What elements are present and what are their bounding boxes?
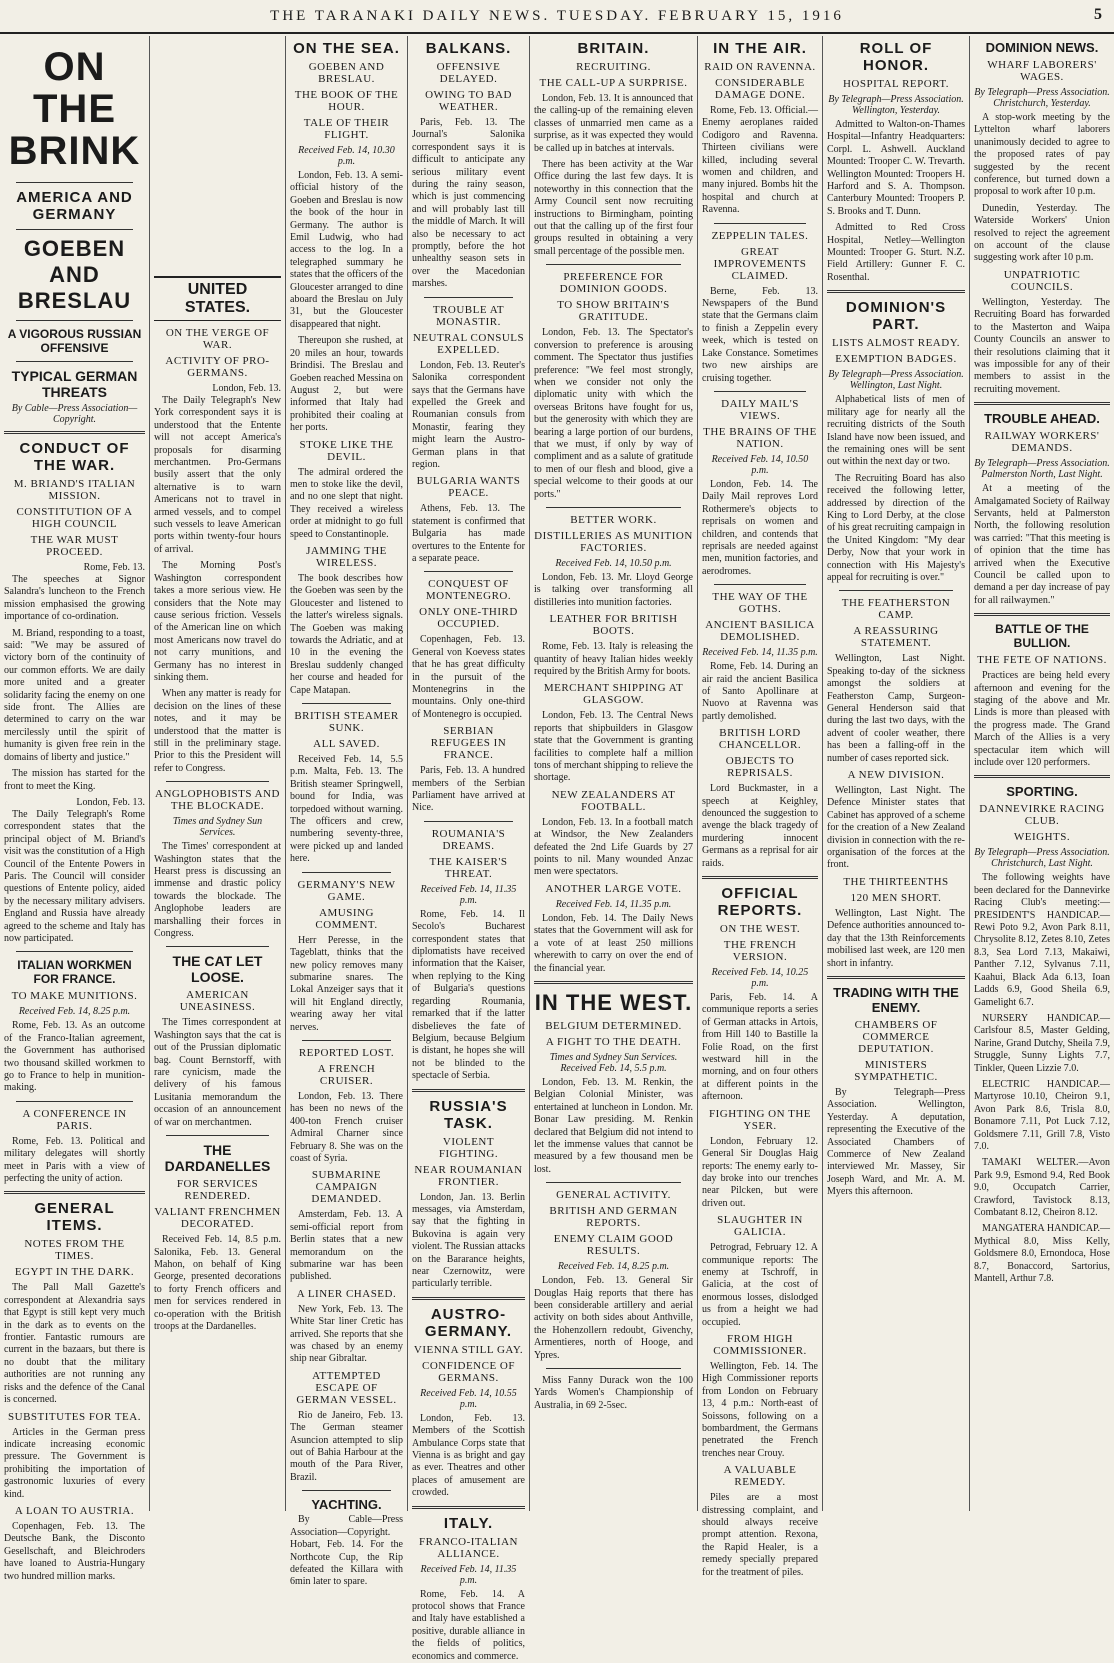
subhead: GREAT IMPROVEMENTS CLAIMED. [713,245,807,282]
section-in-the-air: IN THE AIR. [713,40,807,57]
article-paragraph: Piles are a most distressing complaint, and should always receive prompt attention. Rexona, the Rapid Healer, is a remedy specially prepared for the treatment of piles. [702,1492,818,1578]
subhead: TO MAKE MUNITIONS. [11,990,138,1003]
article-paragraph: Amsterdam, Feb. 13. A semi-official report from Berlin states that a new memorandum on the submarine war has been published. [290,1209,403,1283]
received-line: Times and Sydney Sun Services. Received Feb. 14, 5.5 p.m. [549,1051,678,1074]
subhead: EXEMPTION BADGES. [835,353,957,366]
subhead: NOTES FROM THE TIMES. [24,1238,125,1263]
article-paragraph: London, Feb. 13. M. Renkin, the Belgian Colonial Minister, was entertained at luncheon in London. Mr. Bonar Law presiding. M. Renkin declared that Belgium did not intend to let the immense values that cannot be measured by a few thousand men be lost. [534,1076,693,1175]
column-7 [823,36,970,1511]
article-paragraph: London, Feb. 13. Members of the Scottish Ambulance Corps state that Vienna is as bright and gay as ever. Theatres and other places of amusement are crowded. [412,1412,525,1499]
subhead: DISTILLERIES AS MUNITION FACTORIES. [534,529,693,554]
subhead: ANOTHER LARGE VOTE. [545,882,682,895]
article-paragraph: Copenhagen, Feb. 13. The Deutsche Bank, the Disconto Gesellschaft, and Bleichroders have loaned to Austria-Hungary two hundred million marks. [4,1520,145,1582]
column-5 [530,36,698,1511]
article-paragraph: Wellington, Feb. 14. The High Commissioner reports from London on February 13, 4 p.m.: North-east of Soissons, following on a bombardment, the Germans penetrated the French trenches near Crouy. [702,1360,818,1459]
subhead: BRITISH STEAMER SUNK. [294,710,399,735]
section-balkans: BALKANS. [425,40,512,57]
article-paragraph: Rio de Janeiro, Feb. 13. The German steamer Asuncion attempted to slip out of Bahia Harbour at the mouth of the Para River, Brazil. [290,1409,403,1483]
column-2 [150,36,286,1511]
subhead: MINISTERS SYMPATHETIC. [854,1058,938,1083]
section-battle-of-bullion: BATTLE OF THE BULLION. [995,622,1089,651]
received-line: By Telegraph—Press Association. Wellington, Last Night. [828,369,964,392]
article-paragraph: The speeches at Signor Salandra's luncheon to the French mission emphasised the growing importance of co-ordination. [4,574,145,623]
section-dominion-news: DOMINION NEWS. [985,40,1099,55]
article-paragraph: MANGATERA HANDICAP.—Mythical 8.0, Miss Kelly, Goldsmere 8.0, Ernondoca, Hose 8.7, Bonaccord, Sartorius, Mantell, Arthur 7.8. [974,1223,1110,1285]
subhead: FROM HIGH COMMISSIONER. [713,1332,807,1357]
subhead: HOSPITAL REPORT. [842,78,950,90]
subhead: NEW ZEALANDERS AT FOOTBALL. [551,788,676,813]
subhead: ENEMY CLAIM GOOD RESULTS. [553,1233,674,1258]
article-paragraph: Received Feb. 14, 8.5 p.m. Salonika, Feb. 13. General Mahon, on behalf of King George, presented decorations to forty French officers and men for services rendered in co-operation with the British troops at the Dardanelles. [154,1234,281,1332]
subhead: WHARF LABORERS' WAGES. [987,59,1097,83]
subhead: VIENNA STILL GAY. [413,1343,524,1356]
headline-america-germany: AMERICA AND GERMANY [16,189,133,223]
subhead: 120 MEN SHORT. [850,891,942,904]
article-paragraph: Rome, Feb. 14. During an air raid the ancient Basilica of Santo Apollinare at Nuovo at Ravenna was partly demolished. [702,661,818,722]
page-number: 5 [1094,6,1102,23]
subhead: ZEPPELIN TALES. [711,229,809,242]
article-paragraph: At a meeting of the Amalgamated Society of Railway Servants, held at Palmerston North, the following resolution was carried: "That this meeting is of opinion that the time has arrived when the Executive Council be called upon to demand a per day increase of pay for all railwaymen." [974,483,1110,606]
subhead: BETTER WORK. [570,513,657,526]
article-paragraph: London, Jan. 13. Berlin messages, via Amsterdam, say that the fighting in Bukovina is again very violent. The Russian attacks on the Bararance heights, near Czernowitz, were particularly terrible. [412,1191,525,1290]
subhead: ON THE WEST. [719,923,801,936]
article-paragraph: Copenhagen, Feb. 13. General von Koevess states that he has great difficulty in the pursuit of the Montenegrins in the mountains. Only one-third of Montenegro is occupied. [412,634,525,720]
subhead: THE FRENCH VERSION. [723,939,797,964]
subhead: SUBMARINE CAMPAIGN DEMANDED. [311,1169,382,1206]
received-line: By Telegraph—Press Association. Palmerston North, Last Night. [974,458,1110,481]
section-dominions-part: DOMINION'S PART. [845,299,947,334]
subhead: A NEW DIVISION. [847,769,945,782]
article-paragraph: Lord Buckmaster, in a speech at Keighley, denounced the suggestion to avenge the black tragedy of murdering innocent Germans as a reprisal for air raids. [702,783,818,869]
subhead: TALE OF THEIR FLIGHT. [303,117,390,141]
subhead: ON THE VERGE OF WAR. [165,327,270,351]
article-paragraph: Rome, Feb. 13. Italy is releasing the quantity of heavy Italian hides weekly required by the British Army for boots. [534,641,693,677]
subhead: CONFIDENCE OF GERMANS. [422,1359,515,1384]
article-paragraph: NURSERY HANDICAP.—Carlsfour 8.5, Master Gelding, Narine, Grand Dutchy, Sheila 7.9, Struggle, Sunny Lights 7.7, Tinkler, Queen Lizzie 7.0. [974,1012,1110,1074]
subhead: CONQUEST OF MONTENEGRO. [425,578,512,603]
byline: By Cable—Press Association—Copyright. [11,403,138,425]
subhead: THE KAISER'S THREAT. [429,855,508,880]
subhead: DANNEVIRKE RACING CLUB. [979,803,1105,828]
article-paragraph: The Times' correspondent at Washington states that the Hearst press is discussing an immense and drastic policy towards the blockade. The Anglophobe leaders are marshalling their forces in Congress. [154,841,281,940]
article-paragraph: London, Feb. 13. Reuter's Salonika correspondent says that the Germans have expelled the Greek and Roumanian consuls from Monastir, fearing they might learn the Austro-German plans in that region. [412,359,525,470]
subhead: THE BRAINS OF THE NATION. [703,425,817,450]
section-general-items: GENERAL ITEMS. [34,1200,115,1235]
article-paragraph: The admiral ordered the men to stoke like the devil, and no one slept that night. They received a wireless order at midnight to go full speed to Constantinople. [290,466,403,540]
subhead: MERCHANT SHIPPING AT GLASGOW. [543,682,684,707]
section-in-the-west: IN THE WEST. [534,989,693,1015]
received-line: Received Feb. 14, 10.25 p.m. [711,967,809,990]
article-paragraph: Alphabetical lists of men of military age for nearly all the recruiting districts of the South Island have now been issued, and the remaining ones will be sent out within the next day or two. [827,394,965,468]
article-paragraph: London, Feb. 13. There has been no news of the 400-ton French cruiser Admiral Charner since February 8. She was on the coast of Syria. [290,1090,403,1164]
subhead: THE CALL-UP A SURPRISE. [539,77,688,89]
article-paragraph: Herr Peresse, in the Tageblatt, thinks that the new policy removes many submarine snares. The Lokal Anzeiger says that it will hit England directly, wearing away her vital nerves. [290,934,403,1033]
headline-german-threats: TYPICAL GERMAN THREATS [11,368,138,400]
section-conference-paris: A CONFERENCE IN PARIS. [22,1107,127,1132]
article-paragraph: The mission has started for the front to meet the King. [4,768,145,792]
subhead: GOEBEN AND BRESLAU. [308,61,385,85]
subhead: SLAUGHTER IN GALICIA. [717,1214,803,1239]
article-paragraph: TAMAKI WELTER.—Avon Park 9.9, Esmond 9.4, Red Book 9.0, Occupatch Carrier, Crawford, Tavistock 8.13, Combatant 8.12, Cheiron 8.12. [974,1157,1110,1218]
subhead: THE FEATHERSTON CAMP. [841,597,951,622]
subhead: FIGHTING ON THE YSER. [708,1107,811,1132]
article-paragraph: Rome, Feb. 14. A protocol shows that France and Italy have established a positive, durable alliance in the fields of politics, economics and commerce. [412,1588,525,1662]
subhead: SUBSTITUTES FOR TEA. [8,1410,141,1423]
article-paragraph: Paris, Feb. 13. The Journal's Salonika correspondent says it is difficult to anticipate any serious military event during the rainy season, which is just commencing and will probably last till the middle of March. It will also be necessary to act promptly, before the hot unhealthy season sets in over the Macedonian marshes. [412,117,525,290]
article-paragraph: When any matter is ready for decision on the lines of these notes, and it may be understood that the matter is still in the preliminary stage. Prior to this the President will refer to Congress. [154,688,281,774]
received-line: Received Feb. 14, 11.35 p.m. [420,1563,517,1586]
subhead: A LINER CHASED. [296,1287,397,1300]
section-roll-of-honor: ROLL OF HONOR. [859,40,933,74]
article-paragraph: The Daily Telegraph's Rome correspondent states that the principal object of M. Briand's visit was the constitution of a High Council of the Entente Powers in Paris. The Council will consider questions of Entente policy, aided by the necessary military advisers. England and Russia have already agreed to the scheme and Italy has now participated. [4,808,145,944]
subhead: ROUMANIA'S DREAMS. [431,827,506,852]
masthead-title: THE TARANAKI DAILY NEWS. TUESDAY. FEBRUARY 15, 1916 [270,8,844,24]
subhead: OWING TO BAD WEATHER. [425,89,512,113]
masthead [0,0,1114,34]
article-paragraph: Practices are being held every afternoon and evening for the staging of the above and Mr. Linds is more than pleased with the progress made. The Grand March of the Allies is a very spectacular item which will include over 120 performers. [974,670,1110,769]
received-line: Times and Sydney Sun Services. [172,816,263,839]
subhead: BRITISH LORD CHANCELLOR. [718,727,802,752]
subhead: AMERICAN UNEASINESS. [179,989,256,1014]
section-austro-germany: AUSTRO-GERMANY. [424,1305,513,1340]
received-line: Received Feb. 14, 8.25 p.m. [557,1261,670,1273]
subhead: TO SHOW BRITAIN'S GRATITUDE. [557,299,670,324]
subhead: THE BOOK OF THE HOUR. [294,89,399,113]
received-line: Received Feb. 14, 10.50 p.m. [711,453,809,476]
article-paragraph: The Times correspondent at Washington says that the cat is out of the Prussian diplomatic bag. Count Bernstorff, with rare cynicism, made the delivery of his famous Lusitania memorandum the occasion of an announcement of war on merchantmen. [154,1017,281,1128]
subhead: DAILY MAIL'S VIEWS. [721,397,799,422]
article-paragraph: Berne, Feb. 13. Newspapers of the Bund state that the Germans claim to finish a Zeppelin every week, which is tested on Lake Constance. Sometimes two new airships are cruising together. [702,285,818,384]
article-paragraph: Articles in the German press indicate increasing economic pressure. The Government is prohibiting the importation of gastronomic luxuries of every kind. [4,1426,145,1500]
subhead: FOR SERVICES RENDERED. [176,1178,259,1203]
received-line: By Telegraph—Press Association. Christchurch, Yesterday. [974,87,1110,109]
received-line: Received Feb. 14, 8.25 p.m. [18,1006,131,1018]
article-paragraph: Paris, Feb. 14. A communique reports a series of German attacks in Artois, from Hill 140 to Bastille la Folie Road, on the first westward hill in the morning, and on four others at different points in the afternoon. [702,992,818,1103]
subhead: CONSTITUTION OF A HIGH COUNCIL [16,506,133,530]
article-paragraph: Received Feb. 14, 5.5 p.m. Malta, Feb. 13. The British steamer Springwell, bound for India, was torpedoed without warning. The officers and crew, numbering seventy-three, were picked up and landed here. [290,754,403,865]
received-line: Received Feb. 14, 10.30 p.m. [298,145,395,167]
section-conduct-of-war: CONDUCT OF THE WAR. [19,440,130,474]
section-russias-task: RUSSIA'S TASK. [429,1097,508,1132]
section-united-states: UNITED STATES. [154,276,281,321]
subhead: RAILWAY WORKERS' DEMANDS. [984,430,1100,455]
subhead: ALL SAVED. [313,738,380,751]
article-paragraph: Paris, Feb. 13. A hundred members of the Serbian Parliament have arrived at Nice. [412,765,525,814]
subhead: PREFERENCE FOR DOMINION GOODS. [559,271,668,296]
section-trading-with-enemy: TRADING WITH THE ENEMY. [833,984,959,1015]
article-paragraph: Wellington, Last Night. The Defence Minister states that Cabinet has approved of a scheme for the creation of a New Zealand division in connection with the re-organisation of the forces at the front. [827,785,965,871]
subhead: LEATHER FOR BRITISH BOOTS. [549,613,678,638]
received-line: Received Feb. 14, 10.55 p.m. [420,1387,517,1410]
article-paragraph: Thereupon she rushed, at 20 miles an hour, towards Brindisi. The Breslau and Goeben reached Messina on August 2, but were informed that Italy had prohibited their coaling at her ports. [290,335,404,434]
article-paragraph: London, Feb. 14. The Daily News states that the Government will ask for a vote of at least 250 millions wherewith to carry on over the end of the financial year. [534,912,693,974]
column-3 [286,36,408,1588]
article-paragraph: Admitted to Walton-on-Thames Hospital—Infantry Headquarters: Corpl. L. Ashwell. Auckland Mounted: Trooper C. W. Trevarth. Wellington Mounted: Troopers H. Harford and S. A. Thompson. Canterbury Mounted: Troopers P. S. Brooks and T. Dunn. [827,119,965,217]
subhead: BELGIUM DETERMINED. [545,1019,682,1032]
article-paragraph: The book describes how the Goeben was seen by the Gloucester and listened to the latter's wireless signals. The Goeben was making towards the Adriatic, and at 10 in the evening the Breslau suddenly changed her course and headed for Cape Matapan. [290,572,403,696]
subhead: NEUTRAL CONSULS EXPELLED. [412,331,525,356]
article-paragraph: London, Feb. 13. It is announced that the calling-up of the remaining eleven classes of unmarried men came as a surprise, as it was expected they would be called up in batches at intervals. [534,93,693,154]
subhead: A REASSURING STATEMENT. [853,625,939,650]
subhead: THE THIRTEENTHS [843,875,949,888]
article-paragraph: London, Feb. 13. A semi-official history of the Goeben and Breslau is now the book of the hour in Germany. The author is Emil Ludwig, who had access to the log. In a telegraphed summary he states that the officers of the Gloucester arranged to dine aboard the Breslau on July 31, but the Gloucester disappeared that night. [290,170,403,330]
received-line: Received Feb. 14, 11.35 p.m. [702,647,818,659]
article-paragraph: By Telegraph—Press Association. Wellington, Yesterday. A deputation, representing the Executive of the Associated Chambers of Commerce of New Zealand interviewed Mr. Massey, Sir Joseph Ward, and Mr. A. M. Myers this afternoon. [827,1086,965,1198]
subhead: VIOLENT FIGHTING. [438,1135,499,1160]
article-paragraph: Wellington, Last Night. Speaking to-day of the sickness amongst the soldiers at Featherston Camp, Surgeon-General Henderson said that during the last two days, with the advent of cooler weather, there has been a falling-off in the number of cases reported sick. [827,653,965,764]
article-paragraph: By Cable—Press Association—Copyright. Hobart, Feb. 14. For the Northcote Cup, the Rip defeated the Killara with 6min later to spare. [290,1514,403,1588]
headline-goeben-breslau: GOEBEN AND BRESLAU [17,236,132,313]
section-yachting: YACHTING. [311,1497,382,1513]
section-italy: ITALY. [443,1514,494,1532]
subhead: OBJECTS TO REPRISALS. [725,755,795,780]
received-line: By Telegraph—Press Association. Christchurch, Last Night. [974,847,1110,870]
column-8 [970,36,1114,1511]
headline-on-the-brink: ON THE BRINK [8,45,141,173]
section-britain: BRITAIN. [577,40,650,57]
subhead: WEIGHTS. [1013,831,1071,844]
subhead: M. BRIAND'S ITALIAN MISSION. [13,478,136,502]
article-paragraph: London, Feb. 13. General Sir Douglas Haig reports that there has been considerable artillery and aerial activity on both sides about Anthville, the Hohenzollern redoubt, Givenchy, Armentieres, north of Hooge, and Ypres. [534,1275,693,1361]
article-paragraph: Wellington, Last Night. The Defence authorities announced to-day that the 13th Reinforcements mobilised last week, are 120 men short in infantry. [827,907,965,969]
article-paragraph: Miss Fanny Durack won the 100 Yards Women's Championship of Australia, in 69 2-5sec. [534,1375,693,1411]
column-1 [0,36,150,1582]
dateline: London, Feb. 13. [76,796,145,808]
article-paragraph: Wellington, Yesterday. The Recruiting Board has forwarded to the Masterton and Waipa County Councils an answer to their resolutions claiming that it was impossible for any of their members to assist in the recruiting movement. [974,296,1110,395]
subhead: UNPATRIOTIC COUNCILS. [1003,268,1081,293]
column-4 [408,36,530,1662]
article-paragraph: The Morning Post's Washington correspondent takes a more serious view. He considers that the Note may cause serious friction. Vessels of the American line on which most Americans now travel do not carry munitions, and Germany has no interest in sinking them. [154,560,281,683]
subhead: A FRENCH CRUISER. [317,1062,376,1087]
subhead: REPORTED LOST. [298,1046,395,1059]
subhead: A FIGHT TO THE DEATH. [545,1035,682,1048]
article-paragraph: Rome, Feb. 13. Official.—Enemy aeroplanes raided Codigoro and Ravenna. Thirteen civilians were killed, including several women and children, and many injured. Bombs hit the hospital and church at Ravenna. [702,105,818,216]
article-paragraph: Petrograd, February 12. A communique reports: The enemy at Tschroff, in Galicia, at the cost of enormous losses, dislodged us from a height we had occupied. [702,1242,818,1328]
column-6 [698,36,823,1578]
article-paragraph: Dunedin, Yesterday. The Waterside Workers' Union resolved to reject the agreement on account of the clause suggesting work after 10 p.m. [974,202,1110,264]
section-sporting: SPORTING. [1006,784,1078,800]
section-official-reports: OFFICIAL REPORTS. [717,885,803,920]
article-paragraph: London, Feb. 14. The Daily Mail reproves Lord Rothermere's objects to reprisals on women and children, and contends that reprisals are needed against men, munition factories, and aerodromes. [702,478,818,577]
article-paragraph: Athens, Feb. 13. The statement is confirmed that Bulgaria has made overtures to the Entente for a separate peace. [412,503,525,564]
article-paragraph: The Daily Telegraph's New York correspondent says it is understood that the Entente will not accept America's proposals for disarming merchantmen. Pro-Germans busily assert that the only alternative is to warn Americans not to travel in armed vessels, and to compel such vessels to leave American ports within twenty-four hours of arrival. [154,395,281,555]
subhead: THE WAY OF THE GOTHS. [712,591,808,616]
article-paragraph: Rome, Feb. 14. Il Secolo's Bucharest correspondent states that diplomatists have received information that the Kaiser, when replying to the King of Bulgaria's questions regarding Roumania, remarked that if the latter disbelieves the fate of Belgium, because Belgium is distant, he hopes she will not be blinded to the spectacle of Serbia. [412,908,525,1082]
dateline: London, Feb. 13. [212,383,281,394]
subhead: ACTIVITY OF PRO-GERMANS. [165,355,270,379]
article-paragraph: The following weights have been declared for the Dannevirke Racing Club's meeting:— PRESIDENT'S HANDICAP.—Rewi Poto 9.2, Avon Park 8.11, Chrysolite 8.12, Zetes 8.10, Zetes 8.3, Sea Lord 7.13, Makaiwi, Panther 7.12, Sylvanus 7.11, Kaahui, Black Ada 6.13, Ioan Ladds 6.9, Good Sheila 6.9, Gamelight 6.7. [974,872,1110,1008]
subhead: STOKE LIKE THE DEVIL. [299,438,394,463]
article-paragraph: Rome, Feb. 13. As an outcome of the Franco-Italian agreement, the Government has authorised two thousand skilled workmen to go to France to help in munition-making. [4,1020,145,1094]
received-line: Received Feb. 14, 11.35 p.m. [420,883,517,906]
headline-russian-offensive: A VIGOROUS RUSSIAN OFFENSIVE [7,327,142,355]
subhead: NEAR ROUMANIAN FRONTIER. [414,1163,523,1188]
section-italian-workmen: ITALIAN WORKMEN FOR FRANCE. [17,958,132,987]
article-paragraph: A stop-work meeting by the Lyttelton wharf laborers unanimously decided to agree to the proposed rates of pay suggested by the recent conference, but turned down a proposal to work after 10 p.m. [974,112,1110,198]
subhead: RAID ON RAVENNA. [704,61,816,73]
section-dardanelles: THE DARDANELLES [164,1142,271,1175]
section-trouble-ahead: TROUBLE AHEAD. [984,411,1100,427]
subhead: LISTS ALMOST READY. [832,337,960,350]
subhead: BRITISH AND GERMAN REPORTS. [549,1205,678,1230]
article-paragraph: London, Feb. 13. Mr. Lloyd George is talking over transforming all distilleries into munition factories. [534,571,693,608]
article-paragraph: Rome, Feb. 13. Political and military delegates will shortly meet in Paris with a view of perfecting the unity of action. [4,1135,145,1185]
article-paragraph: ELECTRIC HANDICAP.—Martyrose 10.10, Cheiron 9.1, Avon Park 8.6, Trisla 8.0, Bonamore 7.11, Pot Luck 7.12, Goldsmere 7.11, Grill 7.8, Visto 7.0. [974,1078,1110,1152]
article-paragraph: M. Briand, responding to a toast, said: "We may be assured of victory born of the continuity of our common efforts. We are daily more united and a greater solidarity facing the enemy on one side front. The Allies are determined to carry on the war mercilessly until the spirit of humanity is given free rein in the domains of liberty and justice." [4,627,145,763]
subhead: AMUSING COMMENT. [315,906,378,931]
subhead: OFFENSIVE DELAYED. [436,61,501,85]
subhead: FRANCO-ITALIAN ALLIANCE. [418,1535,518,1560]
subhead: ANGLOPHOBISTS AND THE BLOCKADE. [155,788,280,813]
subhead: BULGARIA WANTS PEACE. [416,475,521,500]
article-paragraph: London, Feb. 13. In a football match at Windsor, the New Zealanders defeated the 2nd Life Guards by 27 points to nil. Many wounded Anzac men were spectators. [534,816,693,878]
received-line: By Telegraph—Press Association. Wellington, Yesterday. [828,94,964,116]
subhead: ATTEMPTED ESCAPE OF GERMAN VESSEL. [296,1369,397,1406]
subhead: ANCIENT BASILICA DEMOLISHED. [705,619,815,644]
article-paragraph: London, Feb. 13. The Central News reports that shipbuilders in Glasgow state that the Government is granting facilities to complete half a million tons of merchant shipping to relieve the shortage. [534,710,693,784]
subhead: A LOAN TO AUSTRIA. [14,1504,135,1517]
subhead: GENERAL ACTIVITY. [556,1189,671,1202]
received-line: Received Feb. 14, 11.35 p.m. [555,898,672,910]
article-paragraph: The Recruiting Board has also received the following letter, addressed by direction of the King to Lord Derby, at the close of his great recruiting campaign in the United Kingdom: "My dear Derby, Now that your work in connection with His Majesty's appeal for recruiting is over." [827,472,966,583]
article-paragraph: New York, Feb. 13. The White Star liner Cretic has arrived. She reports that she was chased by an enemy ship near Gibraltar. [290,1303,403,1365]
subhead: SERBIAN REFUGEES IN FRANCE. [430,725,507,762]
article-paragraph: There has been activity at the War Office during the last few days. It is noteworthy in this connection that the Army Council sent now recruiting instructions to Birmingham, pointing out that the calling up of the first four groups resulted in obtaining a very small percentage of the possible men. [534,159,693,257]
subhead: ONLY ONE-THIRD OCCUPIED. [419,606,518,631]
article-paragraph: London, February 12. General Sir Douglas Haig reports: The enemy early to-day broke into our trenches near Pilcken, but were driven out. [702,1135,818,1209]
received-line: Received Feb. 14, 10.50 p.m. [555,557,672,569]
section-cat-let-loose: THE CAT LET LOOSE. [172,953,263,986]
subhead: VALIANT FRENCHMEN DECORATED. [154,1206,281,1231]
article-paragraph: The Pall Mall Gazette's correspondent at Alexandria says that Egypt is still kept very much in the dark as to events on the frontier. Fantastic rumours are current in the bazaars, but there is no doubt that the military authorities are not running any risks and the defence of the Canal is concerned. [4,1282,145,1406]
subhead: CHAMBERS OF COMMERCE DEPUTATION. [854,1018,938,1055]
subhead: THE FETE OF NATIONS. [977,654,1107,667]
subhead: A VALUABLE REMEDY. [723,1464,797,1489]
dateline: Rome, Feb. 13. [83,562,145,573]
subhead: TROUBLE AT MONASTIR. [432,303,505,328]
section-on-the-sea: ON THE SEA. [293,40,400,57]
subhead: EGYPT IN THE DARK. [14,1266,135,1279]
article-paragraph: Admitted to Red Cross Hospital, Netley—Wellington Mounted: Trooper G. Sturt. N.Z. Field Artillery: Gunner F. C. Rosenthal. [827,222,965,283]
subhead: CONSIDERABLE DAMAGE DONE. [714,77,806,101]
subhead: GERMANY'S NEW GAME. [297,878,396,903]
article-paragraph: London, Feb. 13. The Spectator's conversion to preference is arousing comment. The Spectator thus justifies preference: "We feel most strongly, when we consider not only the diplomatic unity with which the overseas Britons have fought for us, but the generosity with which they are bearing a large portion of our burdens, that we must, if only by way of compliment and as a salute of gratitude to men of our flesh and blood, give a special welcome to their goods at our ports." [534,327,693,500]
subhead: RECRUITING. [576,61,651,73]
subhead: THE WAR MUST PROCEED. [30,534,119,558]
subhead: JAMMING THE WIRELESS. [306,544,387,569]
